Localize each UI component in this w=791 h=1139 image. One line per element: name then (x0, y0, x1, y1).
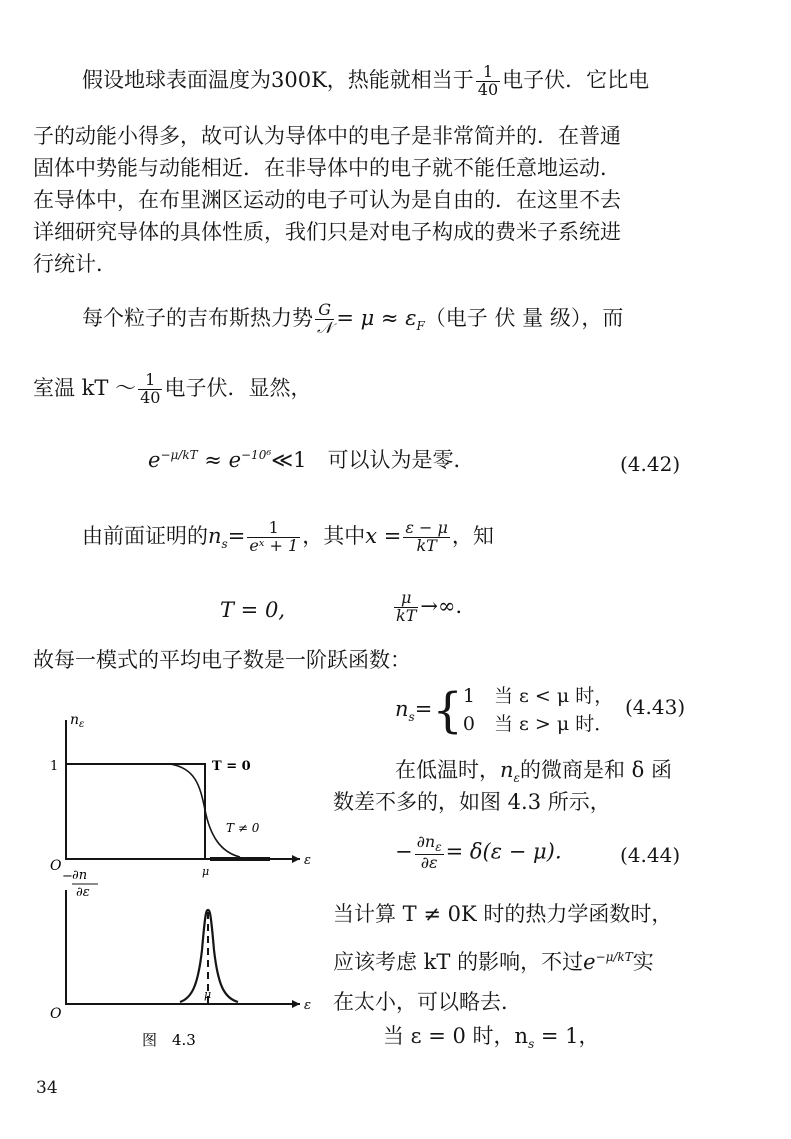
prev-nsub: s (221, 536, 228, 551)
last-tail: = 1， (534, 1024, 600, 1048)
figure-caption: 图 4.3 (142, 1031, 196, 1049)
figure-4-3 (30, 700, 330, 1060)
frac-num: 1 (247, 520, 300, 538)
text-room-b: 电子伏．显然， (164, 375, 312, 400)
frac-num: 1 (138, 372, 162, 390)
fraction-x (403, 520, 450, 555)
t0-tail: →∞． (420, 593, 477, 618)
step-function-line: 故每一模式的平均电子数是一阶跃函数： (33, 648, 411, 672)
eq443-row2: 0 当 ε > μ 时． (462, 712, 614, 735)
eq442-exp: −μ/kT (160, 448, 198, 462)
t-zero: T = 0, (220, 598, 285, 622)
frac-den: 𝒩 (317, 317, 333, 337)
fraction-g-n (315, 302, 334, 337)
para1-line2: 子的动能小得多，故可认为导体中的电子是非常简并的．在普通 (33, 124, 621, 148)
frac-num: 1 (476, 64, 500, 82)
top-mu: μ (202, 865, 210, 878)
calc-line2: 应该考虑 kT 的影响，不过$e^{-\mu/kT}$实 (333, 950, 654, 974)
prev-eq: = (227, 523, 246, 548)
text-gibbs: 每个粒子的吉布斯热力势 (82, 305, 313, 330)
label-t0: T = 0 (212, 759, 251, 774)
frac-den: ∂ε (420, 852, 438, 872)
bottom-mu: μ (204, 988, 212, 1001)
bottom-x-label: ε (304, 998, 311, 1013)
equation-4-42: $e^{-\mu/kT}$ ≈ $e^{-10^6}≪1$ 可以认为是零． (148, 448, 475, 472)
frac-num: μ (394, 590, 418, 608)
eq442-tail: ≪1 可以认为是零． (271, 448, 475, 472)
text-room: 室温 kT ～ (33, 375, 137, 400)
fraction-dn-de (415, 834, 444, 872)
eq442-mid: ≈ e (204, 448, 241, 472)
prev-n: n (208, 523, 222, 548)
eq443-row1: 1 当 ε < μ 时， (462, 685, 614, 707)
eq443-eq: = (414, 697, 433, 722)
last-sub: s (528, 1037, 535, 1052)
gibbs-mu: = μ ≈ ε (336, 305, 417, 330)
frac-num: G (315, 302, 334, 320)
text-calc2b: 实 (632, 950, 654, 974)
equation-4-44: − $\frac{\partial n_\varepsilon}{\partial\varepsilon}$ = δ(ε − μ)． (395, 832, 576, 872)
curve-step (66, 764, 205, 859)
gibbs-tail: （电子 伏 量 级），而 (424, 305, 624, 330)
brace: { (432, 682, 463, 739)
text-low-a: 在低温时， (395, 758, 500, 782)
eq443-lhs: n (395, 697, 409, 722)
room-temp-line (33, 372, 311, 407)
text-last: 当 ε = 0 时，n (383, 1024, 529, 1048)
equation-4-43 (395, 683, 613, 738)
page-number: 34 (36, 1078, 58, 1098)
eq443-cases (463, 683, 613, 738)
text-p1a: 假设地球表面温度为300K，热能就相当于 (82, 67, 474, 92)
bottom-y-label: −∂n ∂ε (62, 868, 90, 900)
last-line (383, 1024, 600, 1052)
bottom-x-arrow (292, 1000, 300, 1008)
calc2-exp: −μ/kT (595, 950, 633, 964)
previous-result-line (82, 520, 494, 555)
fraction-fermi (247, 520, 300, 555)
frac-num: $\partial n_\varepsilon$ (416, 832, 442, 855)
frac-den: 40 (477, 79, 499, 99)
low-temp-line1: 在低温时，$n_\varepsilon$的微商是和 δ 函 (395, 758, 672, 786)
bottom-origin: O (50, 1006, 62, 1022)
text-prev-b: ，其中 (302, 523, 366, 548)
eq-number-4-42: (4.42) (620, 452, 681, 476)
top-x-label: ε (304, 853, 311, 868)
fraction-1-40b (138, 372, 162, 407)
text-calc2a: 应该考虑 kT 的影响，不过 (333, 950, 584, 974)
calc-line1: 当计算 T ≠ 0K 时的热力学函数时， (333, 902, 673, 926)
prev-x: x = (365, 523, 402, 548)
frac-den: eˣ + 1 (249, 535, 299, 555)
eq443-lhs-sub: s (408, 710, 415, 725)
text-prev-c: ，知 (451, 523, 494, 548)
mu-over-kt-line (392, 590, 476, 625)
fraction-1-40 (476, 64, 500, 99)
eq442-midsup: −10⁶ (241, 448, 272, 462)
top-x-arrow (292, 855, 300, 863)
eq444-rhs: = δ(ε − μ)． (445, 839, 576, 864)
para1-line5: 详细研究导体的具体性质，我们只是对电子构成的费米子系统进 (33, 220, 621, 244)
frac-den: kT (396, 605, 417, 625)
text-low-b: 的微商是和 δ 函 (519, 758, 672, 782)
eq-number-4-44: (4.44) (620, 843, 681, 867)
para1-line6: 行统计． (33, 252, 117, 276)
text-prev: 由前面证明的 (82, 523, 208, 548)
text-p1b: 电子伏．它比电 (502, 67, 650, 92)
para1-line1 (82, 64, 649, 99)
frac-den: kT (416, 535, 437, 555)
label-tne0: T ≠ 0 (226, 821, 260, 835)
gibbs-line (82, 302, 623, 337)
tick-1: 1 (50, 759, 59, 774)
para1-line3: 固体中势能与动能相近．在非导体中的电子就不能任意地运动． (33, 156, 621, 180)
top-y-label: $n_\varepsilon$ (70, 712, 85, 730)
frac-num: ε − μ (405, 518, 448, 537)
frac-den: 40 (140, 387, 161, 407)
gibbs-sub: F (416, 318, 425, 333)
calc-line3: 在太小，可以略去． (333, 990, 522, 1014)
fraction-mu-kt (394, 590, 418, 625)
top-origin: O (50, 858, 62, 874)
low-temp-line2: 数差不多的，如图 4.3 所示， (333, 790, 611, 814)
para1-line4: 在导体中，在布里渊区运动的电子可认为是自由的．在这里不去 (33, 188, 621, 212)
eq-number-4-43: (4.43) (625, 695, 686, 719)
